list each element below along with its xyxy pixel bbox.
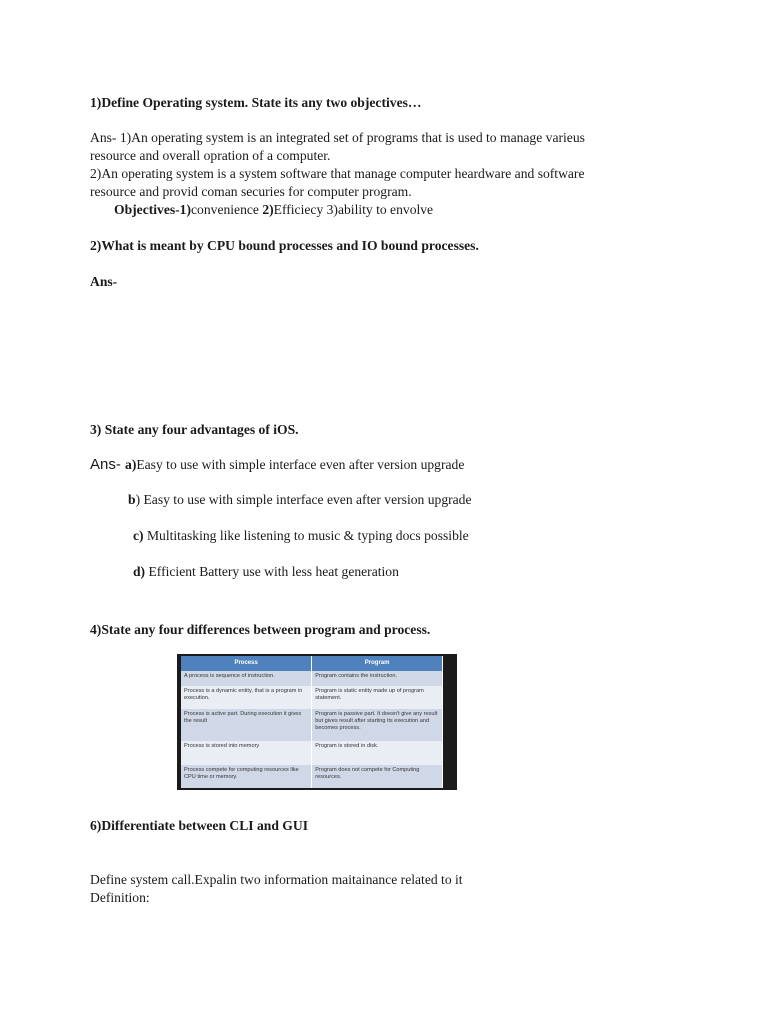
question-1-objectives: [114, 201, 433, 219]
question-1-title: 1)Define Operating system. State its any two objectives…: [90, 95, 422, 110]
question-3-answer-d: [133, 563, 399, 581]
item-d-label: d): [133, 564, 146, 579]
item-a-label: a): [125, 457, 137, 472]
table-cell: Program contains the instruction.: [312, 671, 443, 686]
item-b-text: ) Easy to use with simple interface even after version upgrade: [135, 492, 472, 507]
question-3-title: 3) State any four advantages of iOS.: [90, 422, 299, 437]
item-b-label: b: [128, 492, 136, 507]
objectives-label: Objectives-1): [114, 202, 192, 217]
table-cell: Process compete for computing resources like CPU time or memory.: [181, 765, 312, 788]
table-row: [181, 671, 443, 686]
table-header-process: Process: [181, 656, 312, 671]
process-program-table: [181, 656, 443, 788]
item-d-text: Efficient Battery use with less heat generation: [145, 564, 399, 579]
objective-2-number: 2): [262, 202, 274, 217]
question-2-title: 2)What is meant by CPU bound processes and IO bound processes.: [90, 238, 479, 253]
table-cell: Program is stored in disk.: [312, 741, 443, 764]
question-3-answer-a: [90, 456, 464, 474]
question-6-title: 6)Differentiate between CLI and GUI: [90, 818, 308, 833]
table-header-program: Program: [312, 656, 443, 671]
table-cell: Program is passive part. It doesn't give any result but gives result after starting its execution and becomes process.: [312, 709, 443, 741]
item-a-text: Easy to use with simple interface even after version upgrade: [136, 457, 465, 472]
table-cell: Process is active part. During execution it gives the result: [181, 709, 312, 741]
table-cell: A process is sequence of instruction.: [181, 671, 312, 686]
table-row: [181, 741, 443, 764]
table-cell: Program is static entity made up of program statement.: [312, 686, 443, 709]
table-cell: Process is stored into memory: [181, 741, 312, 764]
question-1-answer-line-1: Ans- 1)An operating system is an integrated set of programs that is used to manage varieus: [90, 130, 585, 145]
question-1-answer-line-2: resource and overall opration of a computer.: [90, 148, 331, 163]
question-7-line-1: Define system call.Expalin two information maitainance related to it: [90, 872, 463, 887]
table-row: [181, 709, 443, 741]
question-3-answer-c: [133, 527, 469, 545]
item-c-text: Multitasking like listening to music & typing docs possible: [143, 528, 469, 543]
question-7-line-2: Definition:: [90, 890, 150, 905]
table-row: [181, 686, 443, 709]
question-4-title: 4)State any four differences between program and process.: [90, 622, 431, 637]
table-cell: Program does not compete for Computing resources.: [312, 765, 443, 788]
question-2-answer-label: Ans-: [90, 274, 118, 289]
item-c-label: c): [133, 528, 144, 543]
question-1-answer-line-3: 2)An operating system is a system software that manage computer heardware and software: [90, 166, 585, 181]
process-program-table-image: [177, 654, 457, 790]
table-cell: Process is a dynamic entity, that is a program in execution.: [181, 686, 312, 709]
table-header-row: [181, 656, 443, 671]
table-row: [181, 765, 443, 788]
answer-prefix: Ans-: [90, 456, 126, 473]
objective-1-text: convenience: [191, 202, 263, 217]
question-3-answer-b: [128, 491, 472, 509]
question-1-answer-line-4: resource and provid coman securies for computer program.: [90, 184, 412, 199]
objective-2-text: Efficiecy 3)ability to envolve: [273, 202, 434, 217]
